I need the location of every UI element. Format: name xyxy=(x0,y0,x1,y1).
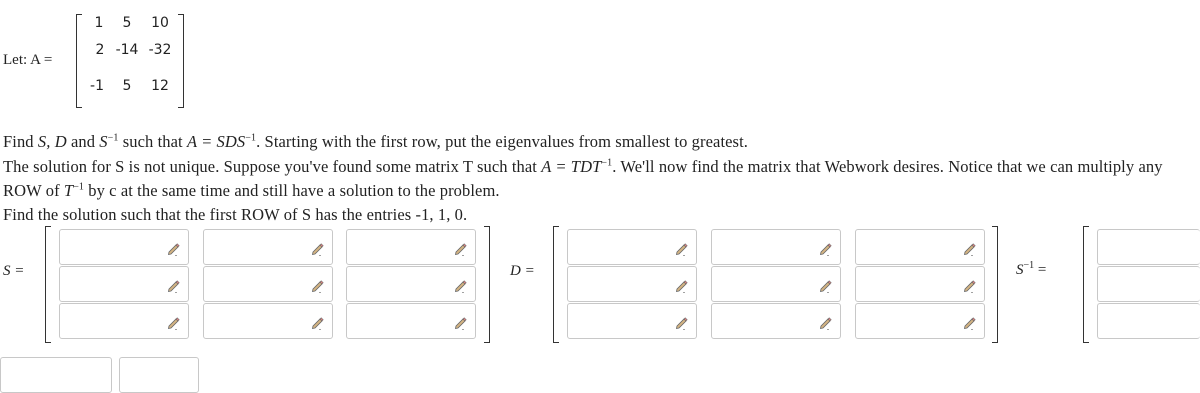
answer-input[interactable] xyxy=(119,357,199,393)
pencil-icon[interactable] xyxy=(675,242,689,256)
pencil-icon[interactable] xyxy=(819,316,833,330)
d-input-r2c1[interactable] xyxy=(567,266,697,302)
sinv-input-r1c1[interactable] xyxy=(1097,229,1200,265)
pencil-icon[interactable] xyxy=(454,242,468,256)
d-input-r2c3[interactable] xyxy=(855,266,985,302)
pencil-icon[interactable] xyxy=(167,242,181,256)
sinv-input-r2c1[interactable] xyxy=(1097,266,1200,302)
problem-line-3: ROW of $T^{-1}$ by c at the same time and still have a solution to the problem. xyxy=(3,181,500,200)
problem-line-1: Find S, D and $S^{-1}$ such that $A = SDS^{-1}$. Starting with the first row, put the eigenvalues from smallest to greatest. xyxy=(3,132,748,151)
pencil-icon[interactable] xyxy=(675,316,689,330)
answer-input[interactable] xyxy=(0,357,112,393)
matrix-a-cell: 10 xyxy=(151,15,169,31)
d-right-bracket xyxy=(992,226,998,343)
s-input-r2c3[interactable] xyxy=(346,266,476,302)
problem-line-2: The solution for S is not unique. Suppose you've found some matrix T such that $A = TDT^{-1}$. We'll now find the matrix that Webwork desires. Notice that we can multiply any xyxy=(3,157,1163,176)
s-input-r1c1[interactable] xyxy=(59,229,189,265)
problem-line-4: Find the solution such that the first ROW of S has the entries -1, 1, 0. xyxy=(3,205,468,224)
s-input-r3c3[interactable] xyxy=(346,303,476,339)
pencil-icon[interactable] xyxy=(311,316,325,330)
pencil-icon[interactable] xyxy=(963,242,977,256)
matrix-a-cell: -1 xyxy=(90,78,104,94)
matrix-a-cell: -14 xyxy=(115,42,139,58)
pencil-icon[interactable] xyxy=(963,316,977,330)
d-input-r1c1[interactable] xyxy=(567,229,697,265)
pencil-icon[interactable] xyxy=(311,279,325,293)
pencil-icon[interactable] xyxy=(675,279,689,293)
d-input-r1c2[interactable] xyxy=(711,229,841,265)
matrix-a-cell: 5 xyxy=(122,15,132,31)
pencil-icon[interactable] xyxy=(311,242,325,256)
pencil-icon[interactable] xyxy=(454,279,468,293)
d-input-r2c2[interactable] xyxy=(711,266,841,302)
d-left-bracket xyxy=(553,226,559,343)
d-input-r3c2[interactable] xyxy=(711,303,841,339)
s-right-bracket xyxy=(484,226,490,343)
s-input-r3c2[interactable] xyxy=(203,303,333,339)
pencil-icon[interactable] xyxy=(167,279,181,293)
matrix-a-cell: 2 xyxy=(95,42,105,58)
d-matrix-label: D = xyxy=(510,263,535,279)
s-input-r2c1[interactable] xyxy=(59,266,189,302)
d-input-r1c3[interactable] xyxy=(855,229,985,265)
s-input-r1c3[interactable] xyxy=(346,229,476,265)
matrix-a-cell: 1 xyxy=(94,15,104,31)
s-input-r1c2[interactable] xyxy=(203,229,333,265)
s-input-r3c1[interactable] xyxy=(59,303,189,339)
matrix-a-cell: 5 xyxy=(122,78,132,94)
matrix-a-cell: -32 xyxy=(148,42,172,58)
d-input-r3c3[interactable] xyxy=(855,303,985,339)
matrix-a-right-bracket xyxy=(178,14,184,108)
s-matrix-label: S = xyxy=(3,263,25,279)
sinv-input-r3c1[interactable] xyxy=(1097,303,1200,339)
s-input-r2c2[interactable] xyxy=(203,266,333,302)
pencil-icon[interactable] xyxy=(963,279,977,293)
s-inverse-label: $S^{-1}$ = xyxy=(1016,260,1047,278)
pencil-icon[interactable] xyxy=(819,279,833,293)
pencil-icon[interactable] xyxy=(819,242,833,256)
s-inverse-left-bracket xyxy=(1083,226,1089,343)
matrix-a-cell: 12 xyxy=(151,78,169,94)
s-left-bracket xyxy=(45,226,51,343)
d-input-r3c1[interactable] xyxy=(567,303,697,339)
matrix-a-label: Let: A = xyxy=(3,52,53,68)
pencil-icon[interactable] xyxy=(167,316,181,330)
pencil-icon[interactable] xyxy=(454,316,468,330)
